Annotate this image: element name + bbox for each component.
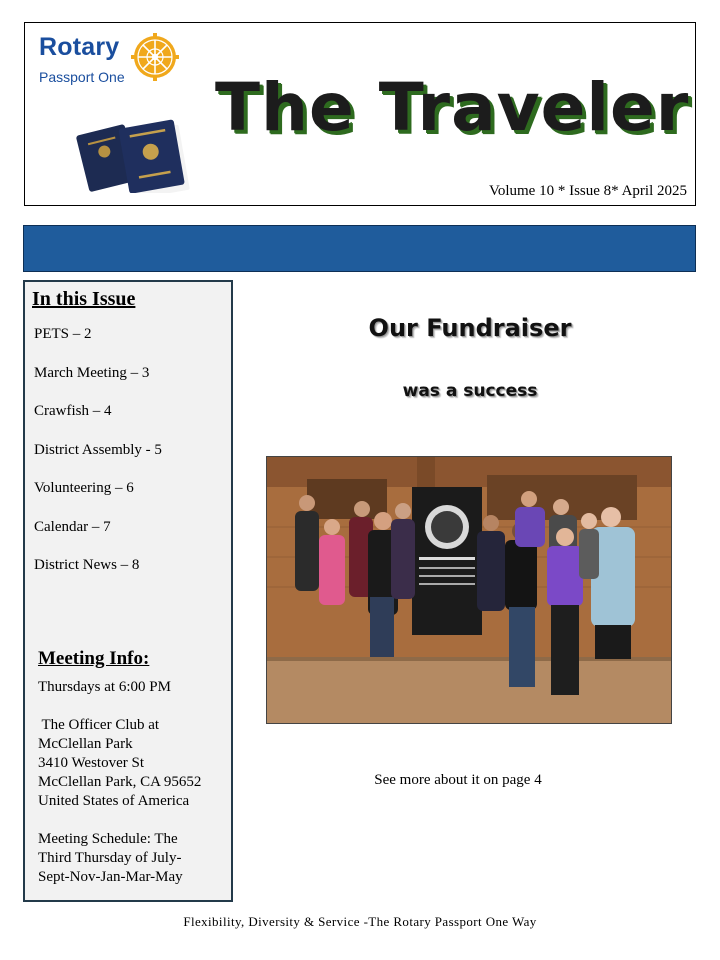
meeting-info-block bbox=[38, 678, 228, 887]
contents-item: Volunteering – 6 bbox=[34, 480, 134, 496]
contents-item: PETS – 2 bbox=[34, 326, 92, 342]
contents-item: Crawfish – 4 bbox=[34, 403, 112, 419]
blue-banner-bar bbox=[23, 225, 696, 272]
logo-wordmark: Rotary bbox=[39, 33, 120, 61]
newsletter-title: The Traveler bbox=[215, 69, 690, 146]
schedule-line: Sept-Nov-Jan-Mar-May bbox=[38, 869, 183, 885]
article-headline: Our Fundraiser bbox=[368, 314, 572, 342]
contents-item: Calendar – 7 bbox=[34, 518, 111, 535]
masthead bbox=[24, 22, 696, 206]
logo-subtitle: Passport One bbox=[39, 69, 125, 85]
rotary-logo bbox=[39, 33, 189, 93]
meeting-info-heading: Meeting Info: bbox=[38, 648, 150, 669]
footer-motto: Flexibility, Diversity & Service -The Rotary Passport One Way bbox=[183, 914, 537, 929]
passports-icon bbox=[75, 113, 195, 193]
address-line: McClellan Park bbox=[38, 736, 133, 752]
meeting-time: Thursdays at 6:00 PM bbox=[38, 679, 171, 695]
address-line: McClellan Park, CA 95652 bbox=[38, 774, 202, 790]
schedule-line: Meeting Schedule: The bbox=[38, 831, 178, 847]
contents-heading: In this Issue bbox=[32, 288, 136, 310]
article-subhead: was a success bbox=[402, 381, 538, 401]
sidebar-panel bbox=[23, 280, 233, 902]
contents-item: District News – 8 bbox=[34, 557, 140, 573]
rotary-wheel-icon bbox=[131, 33, 179, 81]
fundraiser-group-photo bbox=[266, 456, 672, 724]
contents-item: District Assembly - 5 bbox=[34, 441, 162, 458]
address-line: 3410 Westover St bbox=[38, 755, 145, 771]
address-line: United States of America bbox=[38, 793, 190, 809]
contents-item: March Meeting – 3 bbox=[34, 364, 150, 381]
schedule-line: Third Thursday of July- bbox=[38, 850, 182, 866]
address-line: The Officer Club at bbox=[38, 717, 160, 733]
photo-caption: See more about it on page 4 bbox=[374, 772, 542, 788]
contents-list bbox=[34, 326, 162, 596]
issue-info: Volume 10 * Issue 8* April 2025 bbox=[488, 183, 687, 199]
